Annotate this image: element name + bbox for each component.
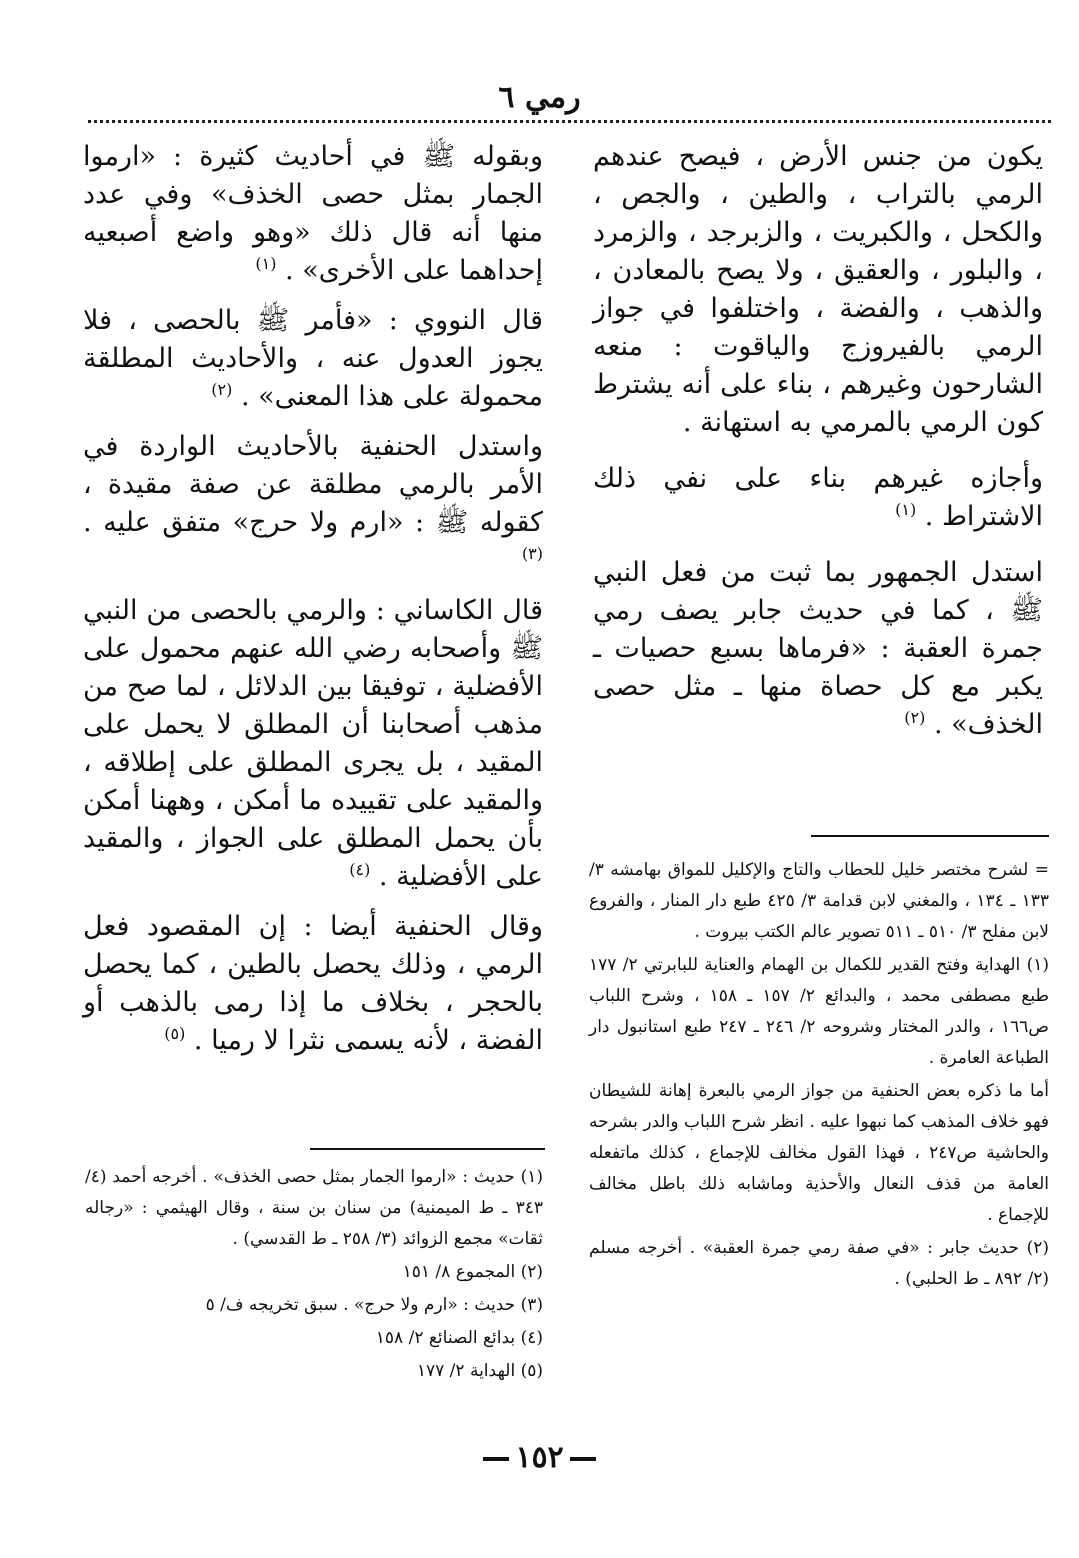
footnote-divider <box>811 835 1049 837</box>
footnote: (٢) حديث جابر : «في صفة رمي جمرة العقبة» . أخرجه مسلم (٢/ ٨٩٢ ـ ط الحلبي) . <box>589 1238 1049 1289</box>
footnote-ref: (٤) <box>349 860 371 879</box>
paragraph-text: استدل الجمهور بما ثبت من فعل النبي ﷺ ، كما في حديث جابر يصف رمي جمرة العقبة : «فرماها بسبع حصيات ـ يكبر مع كل حصاة منها ـ مثل حصى الخذف» . <box>593 557 1043 740</box>
page-number-text: ١٥٢ <box>515 1440 564 1475</box>
paragraph <box>83 908 543 1060</box>
footnote-ref: (٣) <box>521 544 543 563</box>
paragraph-text: واستدل الحنفية بالأحاديث الواردة في الأمر بالرمي مطلقة عن صفة مقيدة ، كقوله ﷺ : «ارم ولا حرج» متفق عليه . <box>83 431 543 538</box>
footnote: (٤) بدائع الصنائع ٢/ ١٥٨ <box>375 1328 543 1348</box>
paragraph <box>83 592 543 896</box>
footnote: = لشرح مختصر خليل للحطاب والتاج والإكليل للمواق بهامشه ٣/ ١٣٣ ـ ١٣٤ ، والمغني لابن قدامة ٣/ ٤٢٥ طبع دار المنار ، والفروع لابن مفلح ٣/ ٥١٠ ـ ٥١١ تصوير عالم الكتب بيروت . <box>589 860 1049 942</box>
footnote: أما ما ذكره بعض الحنفية من جواز الرمي بالبعرة إهانة للشيطان فهو خلاف المذهب كما نبهوا عليه . انظر شرح اللباب والدر بشرحه والحاشية ص٢٤٧ ، فهذا القول مخالف للإجماع ، كذلك ماتفعله العامة من قذف النعال والأحذية وماشابه ذلك باطل مخالف للإجماع . <box>589 1081 1049 1225</box>
paragraph <box>593 138 1043 442</box>
dash-decoration <box>483 1457 509 1461</box>
left-column <box>83 138 543 1072</box>
footnote: (١) الهداية وفتح القدير للكمال بن الهمام والعناية للبابرتي ٢/ ١٧٧ طبع مصطفى محمد ، والبدائع ٢/ ١٥٧ ـ ١٥٨ ، وشرح اللباب ص١٦٦ ، والدر المختار وشروحه ٢/ ٢٤٦ ـ ٢٤٧ طبع استانبول دار الطباعة العامرة . <box>589 955 1049 1068</box>
paragraph-text: قال الكاساني : والرمي بالحصى من النبي ﷺ وأصحابه رضي الله عنهم محمول على الأفضلية ، توفيقا بين الدلائل ، لما صح من مذهب أصحابنا أن المطلق لا يحمل على المقيد ، بل يجرى المطلق على إطلاقه ، والمقيد على تقييده ما أمكن ، وههنا أمكن بأن يحمل المطلق على الجواز ، والمقيد على الأفضلية . <box>83 595 543 892</box>
paragraph <box>593 554 1043 744</box>
footnote-divider <box>310 1148 545 1150</box>
footnote-ref: (٢) <box>904 708 926 727</box>
right-column <box>593 138 1043 762</box>
header-dotted-divider <box>88 120 1051 123</box>
dash-decoration <box>570 1457 596 1461</box>
paragraph-text: قال النووي : «فأمر ﷺ بالحصى ، فلا يجوز العدول عنه ، والأحاديث المطلقة محمولة على هذا المعنى» . <box>83 305 543 412</box>
paragraph <box>83 302 543 416</box>
footnote-ref: (٥) <box>164 1024 186 1043</box>
paragraph <box>83 428 543 580</box>
paragraph-text: وأجازه غيرهم بناء على نفي ذلك الاشتراط . <box>593 463 1043 532</box>
footnotes-left <box>85 1162 543 1389</box>
footnote: (٢) المجموع ٨/ ١٥١ <box>402 1262 543 1282</box>
paragraph-text: وبقوله ﷺ في أحاديث كثيرة : «ارموا الجمار بمثل حصى الخذف» وفي عدد منها أنه قال ذلك «وهو واضع أصبعيه إحداهما على الأخرى» . <box>83 141 543 286</box>
paragraph <box>593 460 1043 536</box>
paragraph-text: وقال الحنفية أيضا : إن المقصود فعل الرمي ، وذلك يحصل بالطين ، كما يحصل بالحجر ، بخلاف ما إذا رمى بالذهب أو الفضة ، لأنه يسمى نثرا لا رميا . <box>83 911 543 1056</box>
footnotes-right <box>589 855 1049 1297</box>
page-header-title: رمي ٦ <box>498 80 581 115</box>
footnote-ref: (٢) <box>211 380 233 399</box>
page-number <box>0 1438 1079 1478</box>
footnote-ref: (١) <box>255 254 277 273</box>
footnote: (١) حديث : «ارموا الجمار بمثل حصى الخذف» . أخرجه أحمد (٤/ ٣٤٣ ـ ط الميمنية) من سنان بن سنة ، وقال الهيثمي : «رجاله ثقات» مجمع الزوائد (٣/ ٢٥٨ ـ ط القدسي) . <box>85 1167 543 1249</box>
footnote-ref: (١) <box>895 500 917 519</box>
paragraph-text: يكون من جنس الأرض ، فيصح عندهم الرمي بالتراب ، والطين ، والجص ، والكحل ، والكبريت ، والزبرجد ، والزمرد ، والبلور ، والعقيق ، ولا يصح بالمعادن ، والذهب ، والفضة ، واختلفوا في جواز الرمي بالفيروزج والياقوت : منعه الشارحون وغيرهم ، بناء على أنه يشترط كون الرمي بالمرمي به استهانة . <box>593 141 1043 438</box>
footnote: (٥) الهداية ٢/ ١٧٧ <box>416 1361 543 1381</box>
paragraph <box>83 138 543 290</box>
footnote: (٣) حديث : «ارم ولا حرج» . سبق تخريجه ف/ ٥ <box>205 1295 543 1315</box>
